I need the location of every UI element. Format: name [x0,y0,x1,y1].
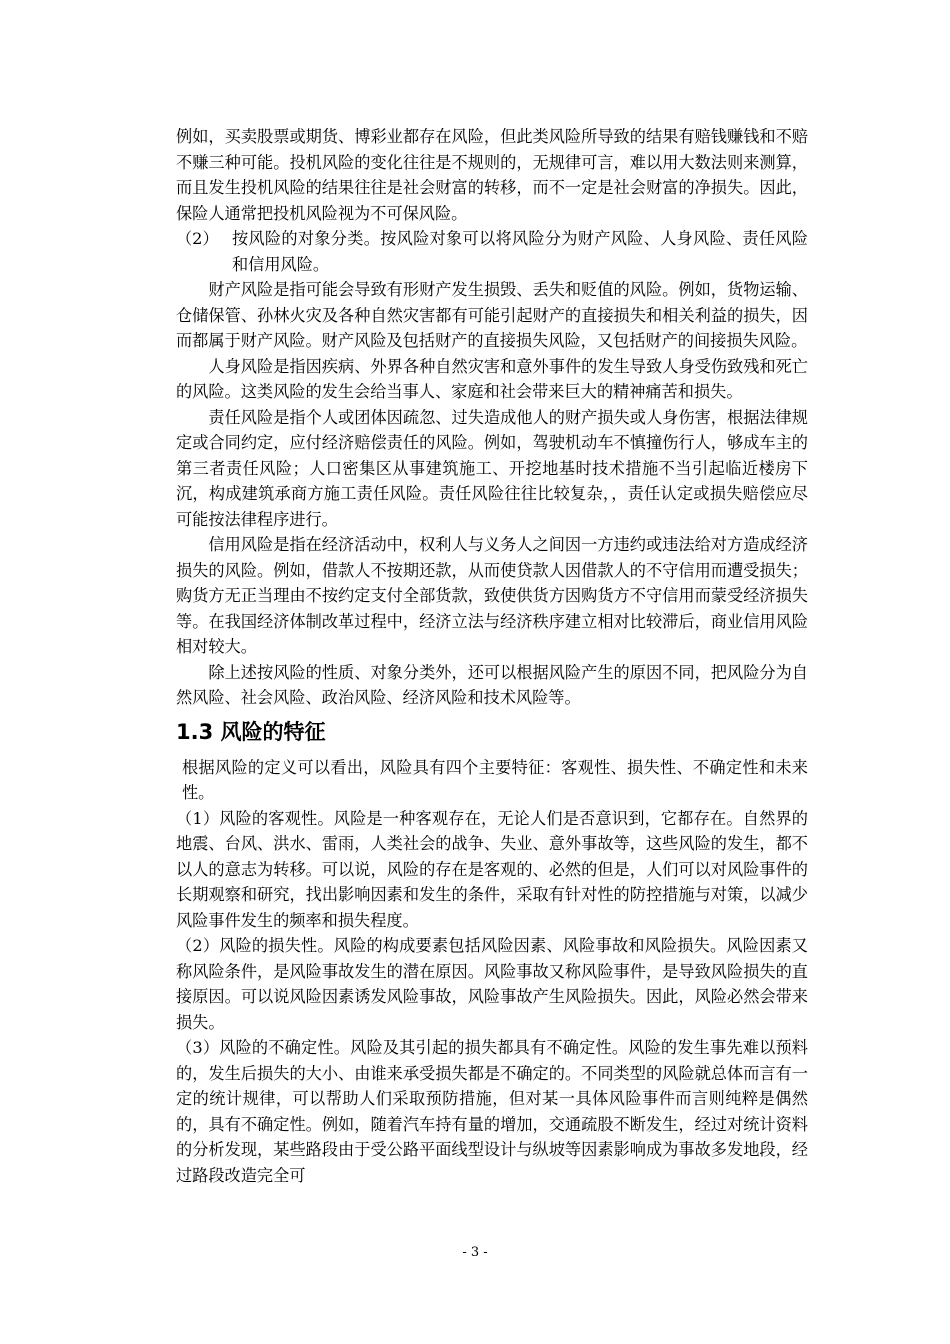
paragraph-speculative-risk: 例如，买卖股票或期货、博彩业都存在风险，但此类风险所导致的结果有赔钱赚钱和不赔不赚三种可能。投机风险的变化往往是不规则的，无规律可言，难以用大数法则来测算，而且发生投机风险的结果往往是社会财富的转移，而不一定是社会财富的净损失。因此，保险人通常把投机风险视为不可保风险。 [176,127,808,223]
page-number: - 3 - [462,1245,488,1260]
paragraph-credit-risk: 信用风险是指在经济活动中，权利人与义务人之间因一方违约或违法给对方造成经济损失的风险。例如，借款人不按期还款，从而使贷款人因借款人的不守信用而遭受损失；购货方无正当理由不按约定支付全部货款，致使供货方因购货方不守信用而蒙受经济损失等。在我国经济体制改革过程中，经济立法与经济秩序建立相对比较滞后，商业信用风险相对较大。 [176,535,808,656]
list-text: 按风险的对象分类。按风险对象可以将风险分为财产风险、人身风险、责任风险和信用风险。 [232,229,808,274]
paragraph-objectivity: （1）风险的客观性。风险是一种客观存在，无论人们是否意识到，它都存在。自然界的地震、台风、洪水、雷雨，人类社会的战争、失业、意外事故等，这些风险的发生，都不以人的意志为转移。可以说，风险的存在是客观的、必然的但是，人们可以对风险事件的长期观察和研究，找出影响因素和发生的条件，采取有针对性的防控措施与对策，以减少风险事件发生的频率和损失程度。 [176,808,808,930]
paragraph-personal-risk: 人身风险是指因疾病、外界各种自然灾害和意外事件的发生导致人身受伤致残和死亡的风险。这类风险的发生会给当事人、家庭和社会带来巨大的精神痛苦和损失。 [176,356,808,401]
page-body [176,124,808,1188]
list-number: （2） [176,229,219,248]
section-heading: 1.3 风险的特征 [176,719,326,744]
paragraph-property-risk: 财产风险是指可能会导致有形财产发生损毁、丢失和贬值的风险。例如，货物运输、仓储保管、孙林火灾及各种自然灾害都有可能引起财产的直接损失和相关利益的损失，因而都属于财产风险。财产风险及包括财产的直接损失风险，又包括财产的间接损失风险。 [176,280,808,350]
section-lead-paragraph: 根据风险的定义可以看出，风险具有四个主要特征：客观性、损失性、不确定性和未来性。 [182,757,808,802]
paragraph-loss: （2）风险的损失性。风险的构成要素包括风险因素、风险事故和风险损失。风险因素又称风险条件，是风险事故发生的潜在原因。风险事故又称风险事件，是导致风险损失的直接原因。可以说风险因素诱发风险事故，风险事故产生风险损失。因此，风险必然会带来损失。 [176,936,808,1032]
paragraph-other-risk: 除上述按风险的性质、对象分类外，还可以根据风险产生的原因不同，把风险分为自然风险、社会风险、政治风险、经济风险和技术风险等。 [176,662,808,707]
list-item-2 [176,226,808,277]
paragraph-liability-risk: 责任风险是指个人或团体因疏忽、过失造成他人的财产损失或人身伤害，根据法律规定或合同约定，应付经济赔偿责任的风险。例如，驾驶机动车不慎撞伤行人，够成车主的第三者责任风险；人口密集区从事建筑施工、开挖地基时技术措施不当引起临近楼房下沉，构成建筑承商方施工责任风险。责任风险往往比较复杂，，责任认定或损失赔偿应尽可能按法律程序进行。 [176,407,808,529]
paragraph-uncertainty: （3）风险的不确定性。风险及其引起的损失都具有不确定性。风险的发生事先难以预料的，发生后损失的大小、由谁来承受损失都是不确定的。不同类型的风险就总体而言有一定的统计规律，可以帮助人们采取预防措施，但对某一具体风险事件而言则纯粹是偶然的，具有不确定性。例如，随着汽车持有量的增加，交通疏股不断发生，经过对统计资料的分析发现，某些路段由于受公路平面线型设计与纵坡等因素影响成为事故多发地段，经过路段改造完全可 [176,1038,808,1185]
